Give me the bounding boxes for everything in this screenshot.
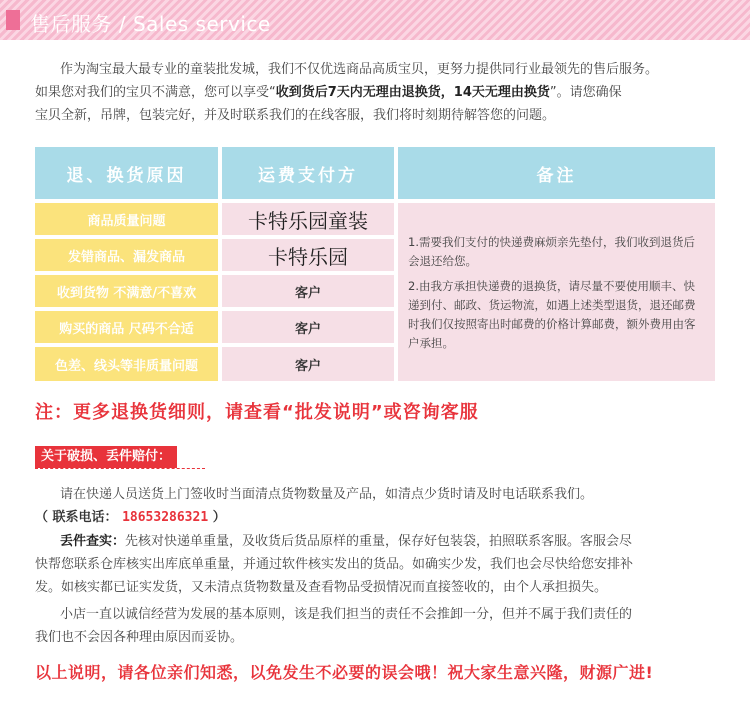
intro-policy: 收到货后7天内无理由退换货，14天无理由换货 [275,85,550,100]
contact-line [35,506,435,529]
return-policy-table [35,147,715,385]
intro-line-2-prefix: 如果您对我们的宝贝不满意，您可以享受“ [35,85,276,100]
notes-cell [398,203,715,381]
tag-divider [35,468,205,469]
reason-cell: 收到货物 不满意/不喜欢 [35,275,218,307]
note-item: 1.需要我们支付的快递费麻烦亲先垫付，我们收到退货后会退还给您。 [408,235,695,268]
contact-close: ） [212,510,226,525]
principle-line-2: 我们也不会因各种理由原因而妥协。 [35,630,244,645]
page-title: 售后服务 / Sales service [30,12,271,36]
damage-line-1: 请在快递人员送货上门签收时当面清点货物数量及产品，如清点少货时请及时电话联系我们。 [60,487,594,502]
intro-line-2 [35,81,745,104]
intro-line-3: 宝贝全新，吊牌，包装完好，并及时联系我们的在线客服，我们将时刻期待解答您的问题。 [35,108,556,123]
table-header-notes: 备注 [398,147,715,199]
note-item: 2.由我方承担快递费的退换货，请尽量不要使用顺丰、快递到付、邮政、货运物流，如遇上述类型退货，退还邮费时我们仅按照寄出时邮费的价格计算邮费，额外费用由客户承担。 [408,279,696,350]
contact-label: （ 联系电话： [35,510,118,525]
intro-line-1: 作为淘宝最大最专业的童装批发城，我们不仅优选商品高质宝贝，更努力提供同行业最领先的售后服务。 [60,62,659,77]
payer-cell: 客户 [222,275,394,307]
check-line-1 [60,530,740,553]
check-text: 先核对快递单重量，及收货后货品原样的重量，保存好包装袋，拍照联系客服。客服会尽 [125,534,633,549]
check-label: 丢件查实： [60,534,126,549]
reason-cell: 商品质量问题 [35,203,218,235]
table-header-payer: 运费支付方 [222,147,394,199]
footer-message: 以上说明，请各位亲们知悉，以免发生不必要的误会哦！祝大家生意兴隆，财源广进! [35,663,654,682]
payer-cell: 卡特乐园 [222,239,394,271]
check-line-3: 发。如核实都已证实发货，又未清点货物数量及查看物品受损情况而直接签收的，由个人承担损失。 [35,580,608,595]
more-details-notice: 注：更多退换货细则，请查看“批发说明”或咨询客服 [35,402,479,423]
principle-line-1: 小店一直以诚信经营为发展的基本原则，该是我们担当的责任不会推卸一分，但并不属于我们责任的 [60,607,633,622]
payer-cell: 客户 [222,347,394,381]
reason-cell: 购买的商品 尺码不合适 [35,311,218,343]
check-line-2: 快帮您联系仓库核实出库底单重量，并通过软件核实发出的货品。如确实少发，我们也会尽快给您安排补 [35,557,634,572]
intro-line-2-suffix: ”。请您确保 [549,85,622,100]
header-banner [0,0,750,40]
reason-cell: 色差、线头等非质量问题 [35,347,218,381]
payer-cell: 客户 [222,311,394,343]
damage-section-tag: 关于破损、丢件赔付： [35,446,177,468]
reason-cell: 发错商品、漏发商品 [35,239,218,271]
table-header-reason: 退、换货原因 [35,147,218,199]
banner-marker [6,10,20,30]
payer-cell: 卡特乐园童装 [222,203,394,235]
contact-phone[interactable]: 18653286321 [122,510,209,525]
